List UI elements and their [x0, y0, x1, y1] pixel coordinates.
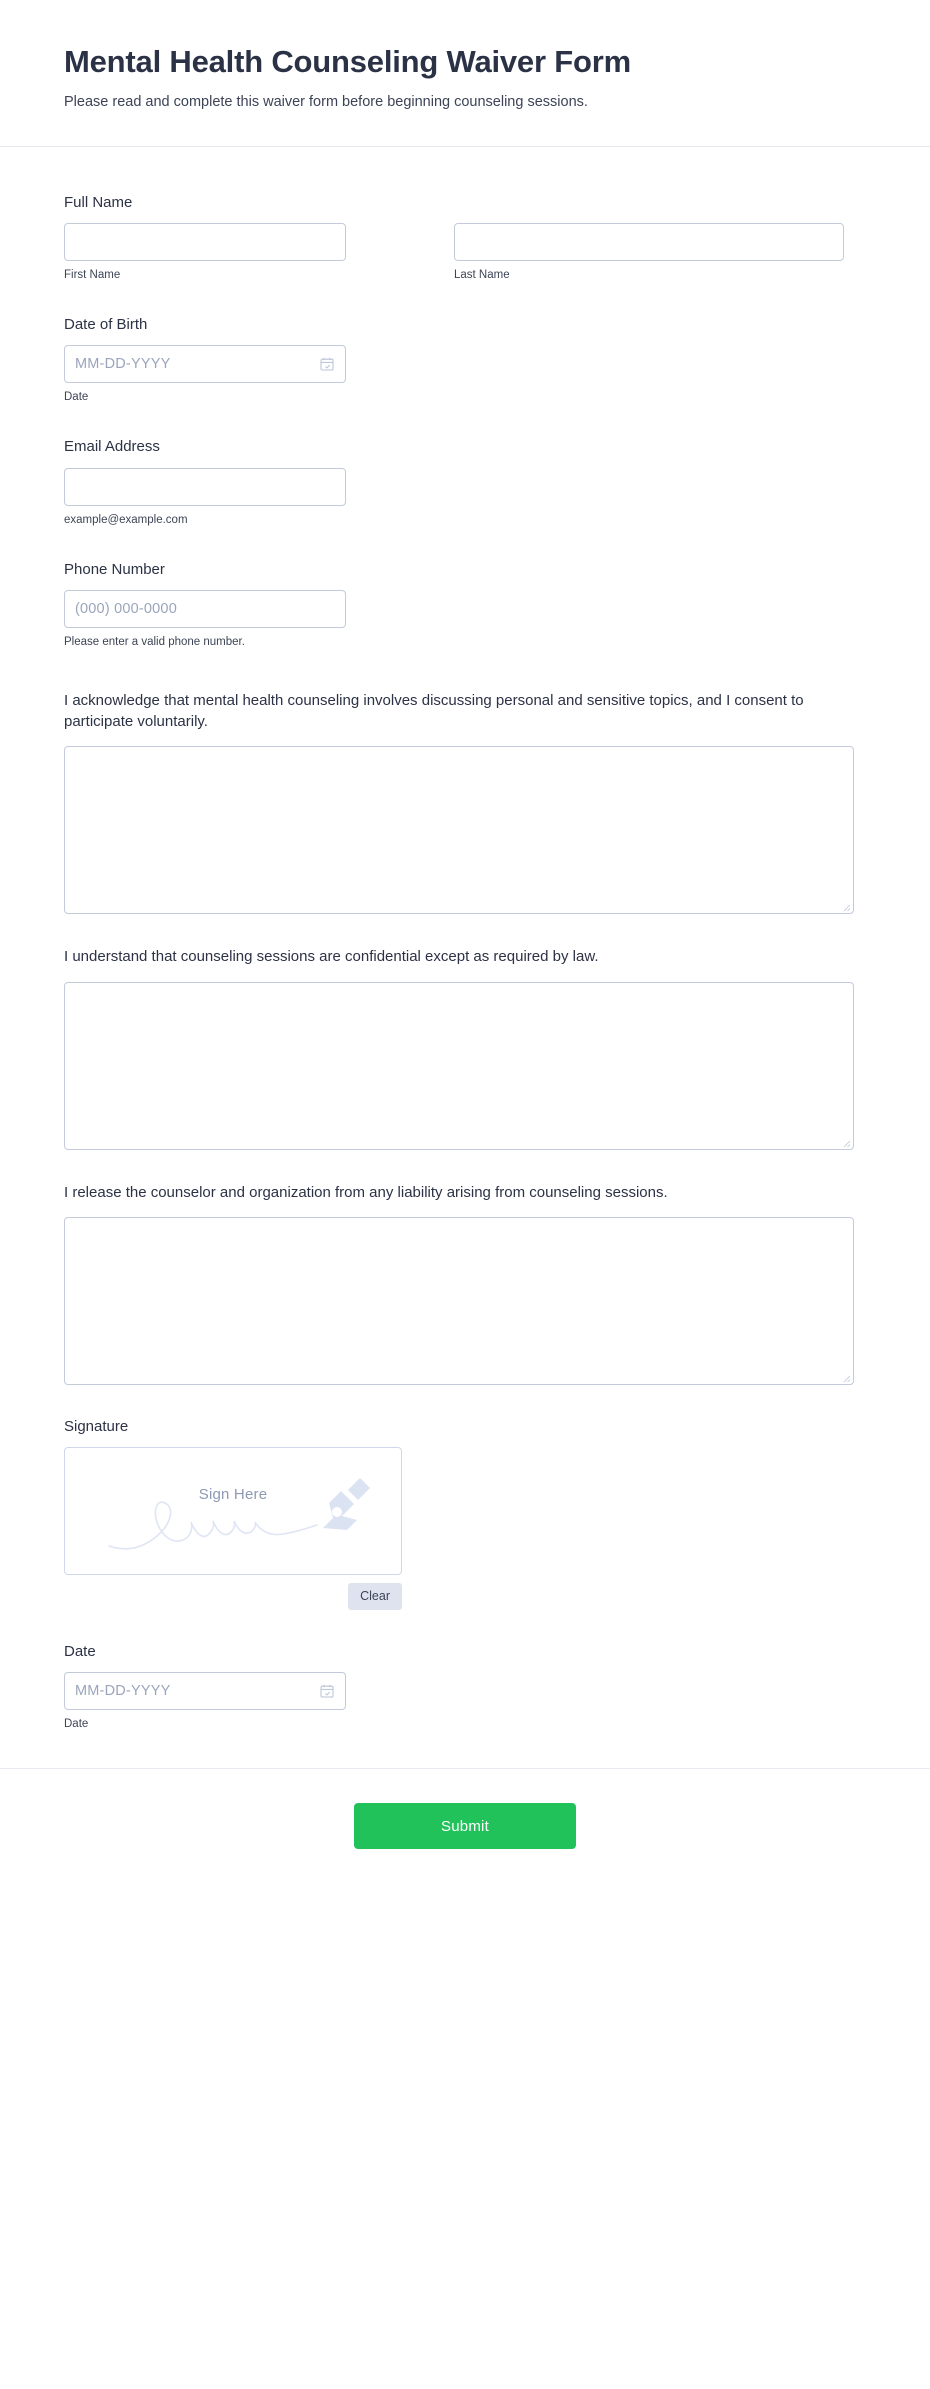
date-of-birth-label: Date of Birth: [64, 316, 148, 334]
date-input[interactable]: [64, 1672, 346, 1710]
date-label: Date: [64, 1643, 96, 1661]
calendar-icon[interactable]: [319, 1683, 335, 1699]
first-name-sublabel: First Name: [64, 269, 121, 282]
field-signature: [64, 1399, 866, 1624]
last-name-input[interactable]: [454, 223, 844, 261]
field-email: [64, 419, 866, 541]
field-consent-1: [64, 672, 866, 929]
signature-canvas[interactable]: [64, 1447, 402, 1575]
signature-placeholder-art: [65, 1448, 402, 1575]
form-footer: [0, 1768, 930, 1895]
full-name-row: [64, 223, 866, 283]
last-name-col: [454, 223, 844, 283]
resize-grip-icon[interactable]: [839, 1370, 851, 1382]
resize-grip-icon[interactable]: [839, 899, 851, 911]
field-date-of-birth: [64, 297, 866, 419]
field-consent-3: [64, 1164, 866, 1399]
consent-2-textarea[interactable]: [64, 982, 854, 1150]
resize-grip-icon[interactable]: [839, 1135, 851, 1147]
clear-signature-button[interactable]: Clear: [348, 1583, 402, 1610]
consent-1-label: I acknowledge that mental health counseling involves discussing personal and sensitive topics, and I consent to participate voluntarily.: [64, 691, 804, 730]
page-title: Mental Health Counseling Waiver Form: [64, 44, 631, 79]
email-sublabel: example@example.com: [64, 513, 188, 526]
signature-actions: [64, 1583, 402, 1610]
consent-3-label: I release the counselor and organization from any liability arising from counseling sessions.: [64, 1183, 668, 1201]
phone-input[interactable]: [64, 590, 346, 628]
email-col: [64, 468, 346, 528]
field-full-name: [64, 175, 866, 297]
first-name-input[interactable]: [64, 223, 346, 261]
phone-col: [64, 590, 346, 650]
date-sublabel: Date: [64, 1718, 89, 1731]
field-date: [64, 1624, 866, 1746]
last-name-sublabel: Last Name: [454, 269, 510, 282]
phone-label: Phone Number: [64, 560, 165, 578]
date-of-birth-col: [64, 345, 346, 405]
phone-sublabel: Please enter a valid phone number.: [64, 635, 245, 648]
consent-2-label: I understand that counseling sessions are confidential except as required by law.: [64, 948, 599, 966]
pen-nib-icon: [323, 1478, 370, 1530]
form-header: [0, 0, 930, 147]
page-subtitle: Please read and complete this waiver form before beginning counseling sessions.: [64, 93, 588, 110]
date-col: [64, 1672, 346, 1732]
signature-hint: Sign Here: [198, 1486, 268, 1504]
consent-3-textarea[interactable]: [64, 1217, 854, 1385]
consent-1-textarea[interactable]: [64, 746, 854, 914]
first-name-col: [64, 223, 346, 283]
date-of-birth-placeholder: MM-DD-YYYY: [75, 356, 171, 373]
signature-wrap: [64, 1447, 402, 1610]
email-label: Email Address: [64, 438, 160, 456]
spacer: [64, 664, 866, 672]
email-input[interactable]: [64, 468, 346, 506]
date-of-birth-sublabel: Date: [64, 391, 89, 404]
calendar-icon[interactable]: [319, 356, 335, 372]
phone-placeholder: (000) 000-0000: [75, 600, 177, 617]
field-consent-2: [64, 928, 866, 1163]
field-phone: [64, 542, 866, 664]
form-body: [0, 147, 930, 1746]
signature-label: Signature: [64, 1417, 129, 1435]
submit-button[interactable]: Submit: [354, 1803, 576, 1849]
date-of-birth-input[interactable]: [64, 345, 346, 383]
date-placeholder: MM-DD-YYYY: [75, 1683, 171, 1700]
full-name-label: Full Name: [64, 193, 133, 211]
